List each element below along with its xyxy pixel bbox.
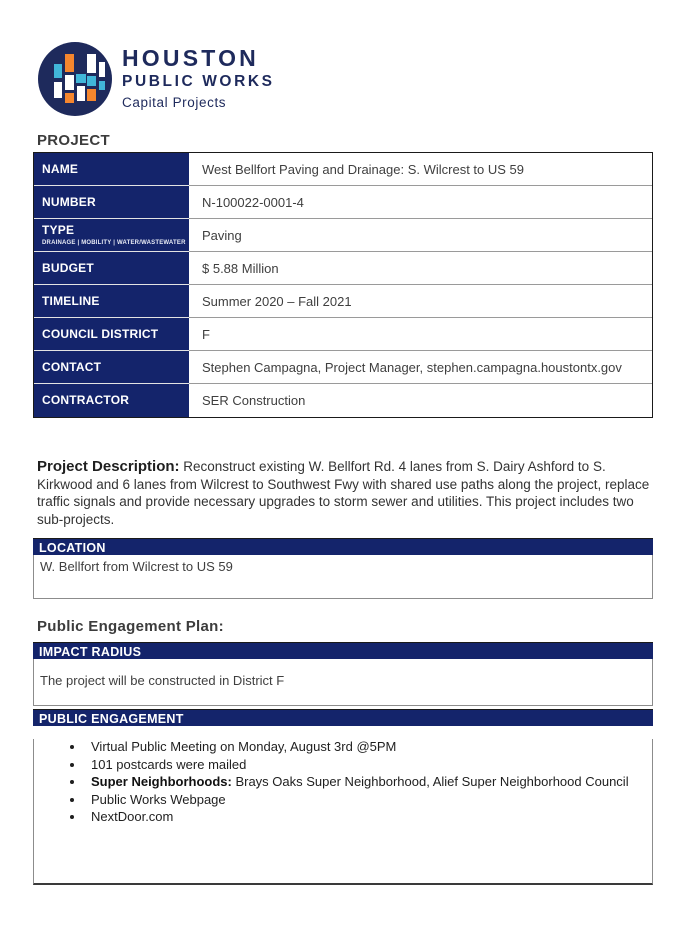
table-row-budget: [34, 252, 652, 285]
row-label-text: TYPE: [42, 223, 75, 237]
row-value: F: [189, 318, 652, 351]
impact-radius-header-bar: IMPACT RADIUS: [33, 642, 653, 659]
project-section-heading: PROJECT: [37, 132, 110, 149]
table-row-contractor: [34, 384, 652, 417]
impact-radius-section: [0, 642, 700, 706]
list-item: • Virtual Public Meeting on Monday, August 3rd @5PM: [85, 739, 632, 756]
table-row-number: [34, 186, 652, 219]
location-value: W. Bellfort from Wilcrest to US 59: [33, 555, 653, 599]
project-description: [37, 458, 660, 528]
table-row-name: [34, 153, 652, 186]
logo-public-works: PUBLIC WORKS: [122, 73, 275, 90]
list-item: • Super Neighborhoods: Brays Oaks Super Neighborhood, Alief Super Neighborhood Council: [85, 774, 632, 791]
logo-wordmark: [122, 42, 275, 109]
location-header-bar: LOCATION: [33, 538, 653, 555]
public-engagement-box: [33, 739, 653, 885]
list-item: • NextDoor.com: [85, 809, 632, 826]
table-row-timeline: [34, 285, 652, 318]
houston-public-works-logo: [38, 42, 700, 116]
row-value: West Bellfort Paving and Drainage: S. Wilcrest to US 59: [189, 153, 652, 186]
row-label: BUDGET: [34, 252, 189, 285]
row-label: CONTRACTOR: [34, 384, 189, 417]
public-engagement-section: [0, 709, 700, 885]
logo-capital-projects: Capital Projects: [122, 94, 227, 110]
location-section: [0, 538, 700, 599]
row-label: [34, 219, 189, 252]
list-item: • 101 postcards were mailed: [85, 757, 632, 774]
impact-radius-text: The project will be constructed in District F: [33, 659, 653, 706]
row-label: CONTACT: [34, 351, 189, 384]
project-description-label: Project Description:: [37, 458, 180, 475]
public-engagement-plan-heading: Public Engagement Plan:: [37, 618, 224, 635]
row-value: SER Construction: [189, 384, 652, 417]
row-label: TIMELINE: [34, 285, 189, 318]
table-row-contact: [34, 351, 652, 384]
row-label: NAME: [34, 153, 189, 186]
row-label-subtext: DRAINAGE | MOBILITY | WATER/WASTEWATER: [42, 240, 186, 246]
list-item: • Public Works Webpage: [85, 792, 632, 809]
row-label: COUNCIL DISTRICT: [34, 318, 189, 351]
project-info-table: [33, 152, 653, 418]
logo-houston: HOUSTON: [122, 45, 259, 71]
public-engagement-list: [34, 739, 652, 826]
public-engagement-header-bar: PUBLIC ENGAGEMENT: [33, 709, 653, 726]
houston-h-logo-icon: [38, 42, 112, 116]
project-description-text: Reconstruct existing W. Bellfort Rd. 4 lanes from S. Dairy Ashford to S. Kirkwood and 6 lanes from Wilcrest to Southwest Fwy with shared use paths along the project, replace traffic signals and provide necessary upgrades to storm sewer and utilities. This project includes two sub-projects.: [37, 459, 650, 527]
row-value: $ 5.88 Million: [189, 252, 652, 285]
row-value: Summer 2020 – Fall 2021: [189, 285, 652, 318]
row-value: Stephen Campagna, Project Manager, stephen.campagna.houstontx.gov: [189, 351, 652, 384]
table-row-council-district: [34, 318, 652, 351]
row-value: Paving: [189, 219, 652, 252]
table-row-type: [34, 219, 652, 252]
row-value: N-100022-0001-4: [189, 186, 652, 219]
row-label: NUMBER: [34, 186, 189, 219]
